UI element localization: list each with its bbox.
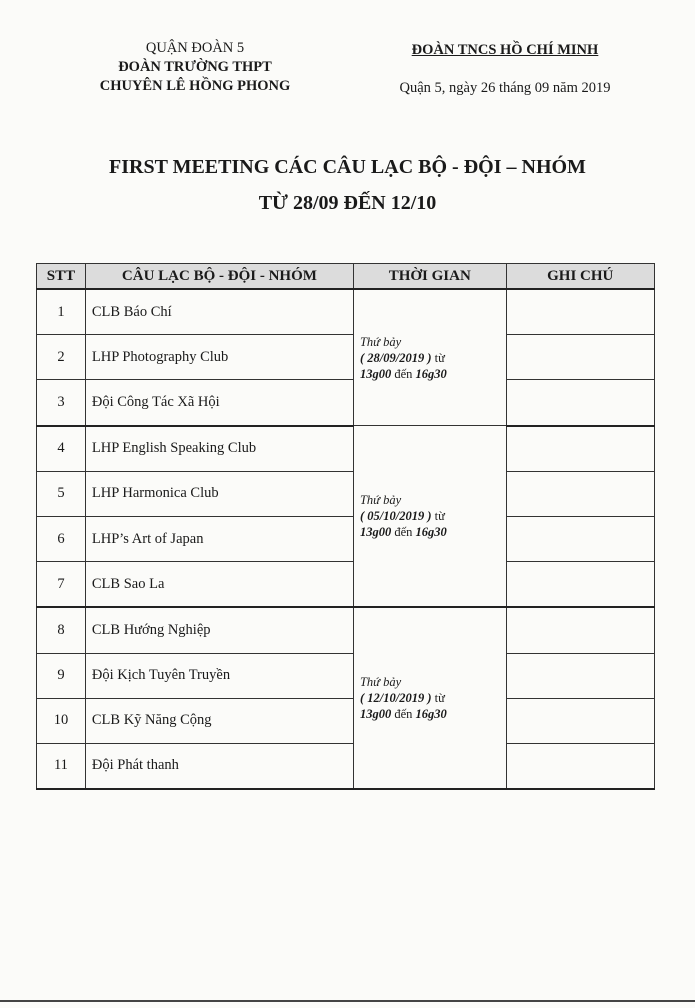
row-number: 1 (37, 289, 86, 335)
row-number: 8 (37, 607, 86, 653)
row-number: 3 (37, 380, 86, 426)
row-number: 6 (37, 516, 86, 561)
meeting-date: ( 12/10/2019 ) (359, 691, 432, 706)
row-number: 10 (37, 698, 86, 743)
district-union: QUẬN ĐOÀN 5 (145, 40, 245, 56)
table-row (37, 426, 655, 472)
note-cell (506, 516, 654, 561)
club-name: CLB Báo Chí (85, 289, 353, 335)
note-cell (506, 426, 654, 472)
organization-name: ĐOÀN TNCS HỒ CHÍ MINH (411, 42, 599, 58)
column-header-stt: STT (37, 264, 86, 290)
table-row (37, 743, 655, 789)
meeting-date: ( 28/09/2019 ) (359, 350, 432, 365)
note-cell (506, 471, 654, 516)
meeting-day: Thứ bảy (359, 334, 402, 349)
column-header-club: CÂU LẠC BỘ - ĐỘI - NHÓM (85, 264, 353, 290)
club-name: Đội Kịch Tuyên Truyền (85, 653, 353, 698)
table-row (37, 698, 655, 743)
document-title: FIRST MEETING CÁC CÂU LẠC BỘ - ĐỘI – NHÓM (109, 156, 586, 178)
start-time: 13g00 (359, 366, 392, 381)
column-header-time: THỜI GIAN (353, 264, 506, 290)
header-right (360, 41, 650, 98)
row-number: 5 (37, 471, 86, 516)
start-time: 13g00 (359, 525, 392, 540)
table-row (37, 335, 655, 380)
table-row (37, 516, 655, 561)
from-word: từ (431, 691, 445, 706)
table-row (37, 380, 655, 426)
table-row (37, 562, 655, 608)
start-time: 13g00 (359, 707, 392, 722)
page-bottom-border (0, 1000, 695, 1002)
school-union: ĐOÀN TRƯỜNG THPT (118, 59, 272, 75)
table-row (37, 653, 655, 698)
note-cell (506, 653, 654, 698)
from-word: từ (431, 350, 445, 365)
meeting-day: Thứ bảy (359, 675, 402, 690)
club-name: LHP Photography Club (85, 335, 353, 380)
document-subtitle: TỪ 28/09 ĐẾN 12/10 (258, 192, 437, 214)
note-cell (506, 607, 654, 653)
note-cell (506, 743, 654, 789)
table-header-row (37, 264, 655, 290)
table-row (37, 607, 655, 653)
note-cell (506, 562, 654, 608)
meeting-time (353, 289, 506, 426)
column-header-note: GHI CHÚ (506, 264, 654, 290)
to-word: đến (391, 707, 416, 722)
note-cell (506, 335, 654, 380)
to-word: đến (391, 525, 416, 540)
row-number: 7 (37, 562, 86, 608)
end-time: 16g30 (415, 707, 447, 722)
club-name: CLB Sao La (85, 562, 353, 608)
meeting-time (353, 607, 506, 789)
club-name: LHP English Speaking Club (85, 426, 353, 472)
end-time: 16g30 (415, 525, 447, 540)
club-name: LHP’s Art of Japan (85, 516, 353, 561)
from-word: từ (431, 509, 445, 524)
meeting-day: Thứ bảy (359, 493, 402, 508)
header-left (60, 39, 330, 96)
note-cell (506, 380, 654, 426)
row-number: 9 (37, 653, 86, 698)
club-name: LHP Harmonica Club (85, 471, 353, 516)
table-row (37, 289, 655, 335)
schedule-table (36, 263, 655, 790)
end-time: 16g30 (415, 366, 447, 381)
school-name: CHUYÊN LÊ HỒNG PHONG (99, 78, 291, 94)
note-cell (506, 698, 654, 743)
club-name: CLB Hướng Nghiệp (85, 607, 353, 653)
to-word: đến (391, 366, 416, 381)
meeting-date: ( 05/10/2019 ) (359, 509, 432, 524)
note-cell (506, 289, 654, 335)
row-number: 11 (37, 743, 86, 789)
document-date: Quận 5, ngày 26 tháng 09 năm 2019 (399, 80, 611, 96)
row-number: 4 (37, 426, 86, 472)
club-name: Đội Công Tác Xã Hội (85, 380, 353, 426)
row-number: 2 (37, 335, 86, 380)
meeting-time (353, 426, 506, 608)
club-name: CLB Kỹ Năng Cộng (85, 698, 353, 743)
club-name: Đội Phát thanh (85, 743, 353, 789)
table-row (37, 471, 655, 516)
